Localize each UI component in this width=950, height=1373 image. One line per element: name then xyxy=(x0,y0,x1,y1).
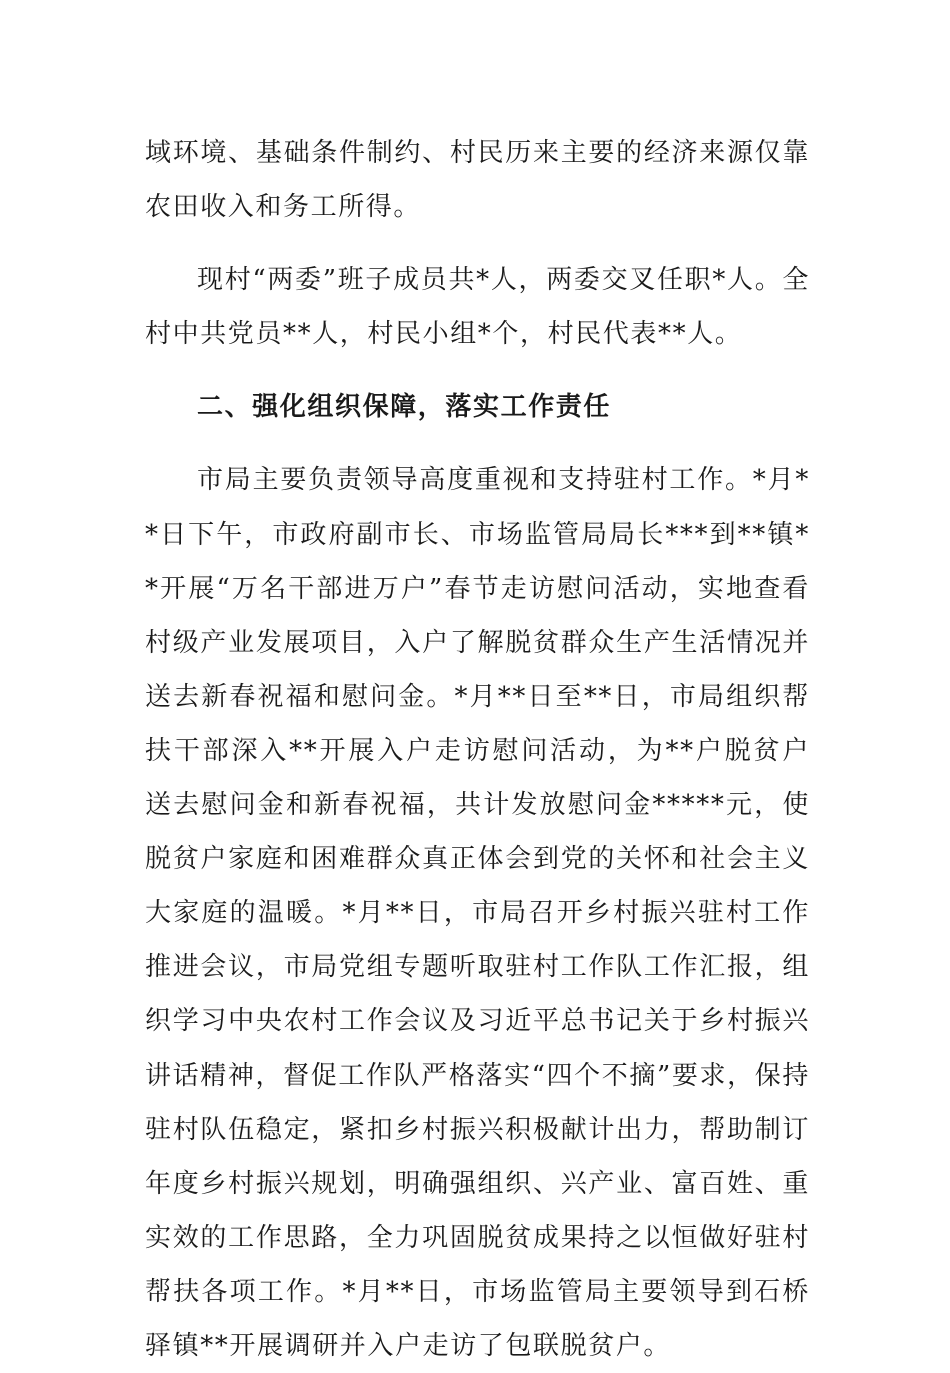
section-heading: 二、强化组织保障，落实工作责任 xyxy=(197,392,612,423)
document-body xyxy=(145,126,810,1373)
paragraph-continued: 域环境、基础条件制约、村民历来主要的经济来源仅靠农田收入和务工所得。 xyxy=(145,138,810,223)
paragraph-organization: 市局主要负责领导高度重视和支持驻村工作。*月**日下午，市政府副市长、市场监管局局长***到**镇**开展“万名干部进万户”春节走访慰问活动，实地查看村级产业发展项目，入户了解脱贫群众生产生活情况并送去新春祝福和慰问金。*月**日至**日，市局组织帮扶干部深入**开展入户走访慰问活动，为**户脱贫户送去慰问金和新春祝福，共计发放慰问金*****元，使脱贫户家庭和困难群众真正体会到党的关怀和社会主义大家庭的温暖。*月**日，市局召开乡村振兴驻村工作推进会议，市局党组专题听取驻村工作队工作汇报，组织学习中央农村工作会议及习近平总书记关于乡村振兴讲话精神，督促工作队严格落实“四个不摘”要求，保持驻村队伍稳定，紧扣乡村振兴积极献计出力，帮助制订年度乡村振兴规划，明确强组织、兴产业、富百姓、重实效的工作思路，全力巩固脱贫成果持之以恒做好驻村帮扶各项工作。*月**日，市场监管局主要领导到石桥驿镇**开展调研并入户走访了包联脱贫户。 xyxy=(145,465,810,1361)
paragraph-village-committee: 现村“两委”班子成员共*人，两委交叉任职*人。全村中共党员**人，村民小组*个，村民代表**人。 xyxy=(145,265,810,350)
